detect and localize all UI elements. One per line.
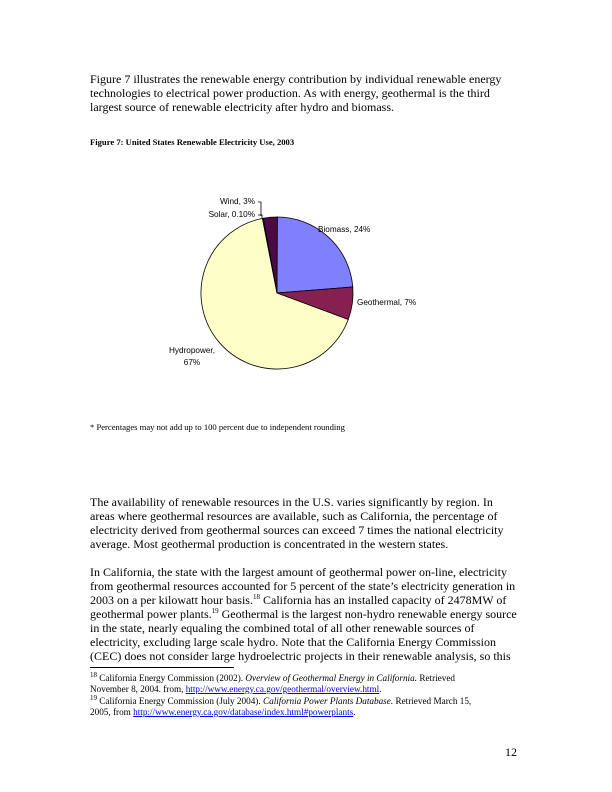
footnote-text: Retrieved [417,673,456,683]
body-line: average. Most geothermal production is concentrated in the western states. [90,537,449,551]
footnote-text: California Energy Commission (2002). [97,673,246,683]
intro-line: technologies to electrical power production. As with energy, geothermal is the third [90,86,490,100]
footnote-text: 2005, from [90,707,134,717]
pie-chart [150,185,450,385]
page-number: 12 [505,745,517,759]
footnote-number: 19 [90,693,97,702]
body-line: Geothermal is the largest non-hydro renewable energy source [218,607,517,621]
rounding-note: * Percentages may not add up to 100 percent due to independent rounding [90,422,345,432]
leader-wind [258,202,261,216]
label-biomass: Biomass, 24% [318,225,371,234]
body-line: from geothermal resources accounted for 5 percent of the state’s electricity generation in [90,579,516,593]
footnote-ref[interactable]: 18 [252,593,260,601]
body-line: electricity, excluding large scale hydro. Note that the California Energy Commission [90,635,497,649]
footnote-text: . [353,707,356,717]
intro-line: Figure 7 illustrates the renewable energy contribution by individual renewable energy [90,72,502,86]
body-line: In California, the state with the largest amount of geothermal power on-line, electricity [90,565,507,579]
footnote-19 [90,693,530,718]
body-line: (CEC) does not consider large hydroelectric projects in their renewable analysis, so this [90,649,511,663]
body-line: areas where geothermal resources are available, such as California, the percentage of [90,509,498,523]
footnote-number: 18 [90,670,97,679]
footnote-link[interactable]: http://www.energy.ca.gov/geothermal/overview.html [185,684,380,694]
label-wind: Wind, 3% [219,197,255,206]
footnote-18 [90,670,530,695]
footnote-text: Retrieved March 15, [393,696,472,706]
body-line: The availability of renewable resources in the U.S. varies significantly by region. In [90,495,493,509]
body-line: electricity derived from geothermal sources can exceed 7 times the national electricity [90,523,504,537]
footnote-title: Overview of Geothermal Energy in California. [245,673,418,683]
label-solar: Solar, 0.10% [208,210,255,219]
intro-line: largest source of renewable electricity after hydro and biomass. [90,100,394,114]
body-line: California has an installed capacity of 2478MW of [259,593,507,607]
label-hydropower: Hydropower, [169,346,215,355]
body-line: in the state, nearly equaling the combined total of all other renewable sources of [90,621,475,635]
body-paragraph-1 [90,495,526,551]
footnote-text: California Energy Commission (July 2004). [97,696,263,706]
footnote-ref[interactable]: 19 [211,607,219,615]
body-line: 2003 on a per kilowatt hour basis. [90,593,253,607]
label-geothermal: Geothermal, 7% [357,298,417,307]
label-hydropower-pct: 67% [183,358,201,367]
intro-paragraph [90,72,526,114]
body-paragraph-2 [90,565,526,663]
body-line: geothermal power plants. [90,607,212,621]
footnote-link[interactable]: http://www.energy.ca.gov/database/index.html#powerplants [133,707,354,717]
footnote-title: California Power Plants Database. [262,696,394,706]
footnote-separator [90,667,234,668]
footnote-text: . [379,684,382,694]
figure-title: Figure 7: United States Renewable Electricity Use, 2003 [90,137,295,147]
footnote-text: November 8, 2004. from, [90,684,186,694]
